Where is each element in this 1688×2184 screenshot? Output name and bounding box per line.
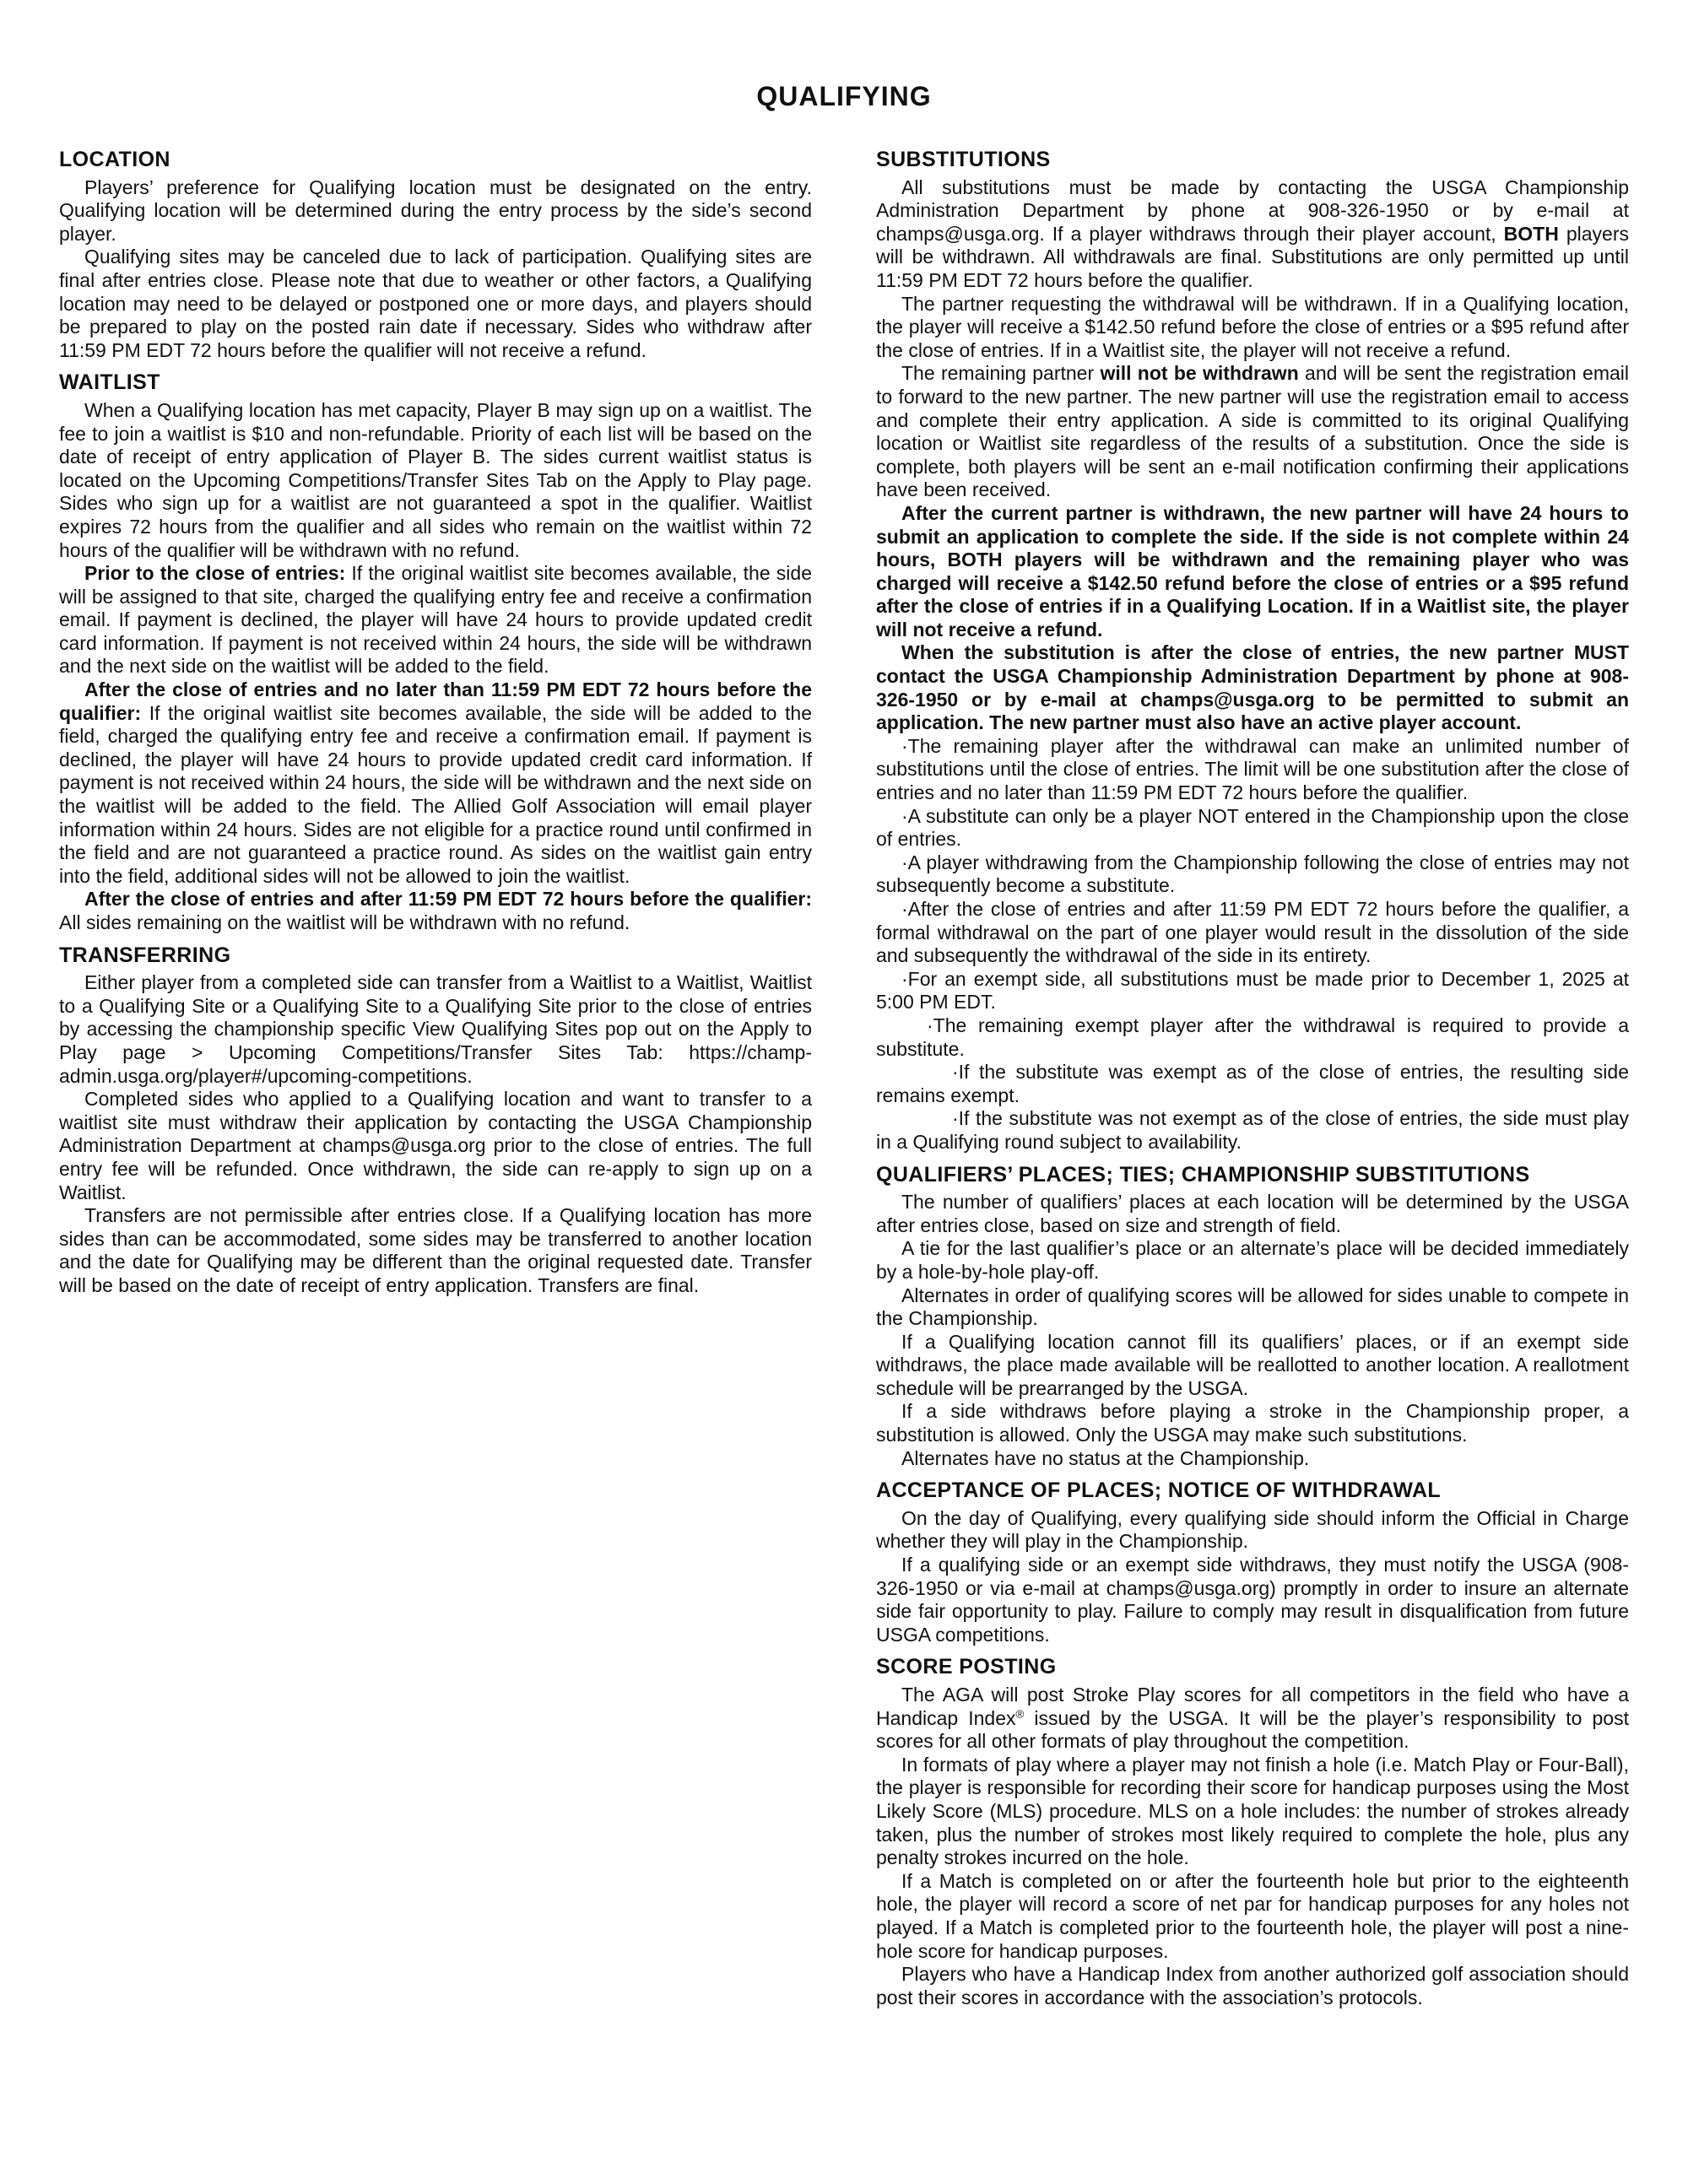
text-run: ·If the substitute was not exempt as of the close of entries, the side must play in a Qualifying round subject to availability. — [876, 1107, 1629, 1153]
text-run: ·For an exempt side, all substitutions must be made prior to December 1, 2025 at 5:00 PM EDT. — [876, 967, 1629, 1014]
text-run: Completed sides who applied to a Qualifying location and want to transfer to a waitlist site must withdraw their application by contacting the USGA Championship Administration Department at champs@usga.org prior to the close of entries. The full entry fee will be refunded. Once withdrawn, the side can re-apply to sign up on a Waitlist. — [59, 1088, 812, 1203]
text-run: After the current partner is withdrawn, the new partner will have 24 hours to submit an application to complete the side. If the side is not complete within 24 hours, BOTH players will be withdrawn and the remaining player who was charged will receive a $142.50 refund before the close of entries or a $95 refund after the close of entries if in a Qualifying Location. If in a Waitlist site, the player will not receive a refund. — [876, 501, 1629, 641]
page-title: QUALIFYING — [756, 81, 932, 111]
bullet-item — [876, 851, 1629, 898]
paragraph — [59, 678, 812, 888]
text-run: After the close of entries and after 11:59 PM EDT 72 hours before the qualifier: — [84, 888, 812, 911]
section-heading: QUALIFIERS’ PLACES; TIES; CHAMPIONSHIP SUBSTITUTIONS — [876, 1162, 1530, 1187]
paragraph — [876, 1447, 1629, 1471]
bullet-item — [876, 1014, 1629, 1061]
paragraph — [876, 1507, 1629, 1554]
text-run: ·After the close of entries and after 11:59 PM EDT 72 hours before the qualifier, a formal withdrawal on the part of one player would result in the dissolution of the side and subsequently the withdrawal of the side in its entirety. — [876, 898, 1629, 967]
text-run: In formats of play where a player may not finish a hole (i.e. Match Play or Four-Ball), the player is responsible for recording their score for handicap purposes using the Most Likely Score (MLS) procedure. MLS on a hole includes: the number of strokes already taken, plus the number of strokes most likely required to complete the hole, plus any penalty strokes incurred on the hole. — [876, 1753, 1629, 1869]
text-run: All sides remaining on the waitlist will be withdrawn with no refund. — [59, 911, 630, 933]
paragraph — [876, 641, 1629, 734]
section-heading: ACCEPTANCE OF PLACES; NOTICE OF WITHDRAWAL — [876, 1479, 1442, 1503]
text-run: Prior to the close of entries: — [84, 562, 352, 585]
text-run: ·A substitute can only be a player NOT entered in the Championship upon the close of entries. — [876, 804, 1629, 851]
text-run: Players’ preference for Qualifying location must be designated on the entry. Qualifying location will be determined during the entry process by the side’s second player. — [59, 176, 812, 245]
text-run: If a qualifying side or an exempt side withdraws, they must notify the USGA (908-326-1950 or via e-mail at champs@usga.org) promptly in order to insure an alternate side fair opportunity to play. Failure to comply may result in disqualification from future USGA competitions. — [876, 1554, 1629, 1646]
paragraph — [876, 176, 1629, 293]
text-run: After the close of entries and no later than 11:59 PM EDT 72 hours before the qualifier: — [59, 678, 812, 724]
paragraph — [59, 246, 812, 362]
section-heading: SUBSTITUTIONS — [876, 148, 1051, 171]
paragraph — [876, 1754, 1629, 1870]
paragraph — [59, 888, 812, 934]
text-run: When the substitution is after the close of entries, the new partner MUST contact the USGA Championship Administration Department by phone at 908-326-1950 or by e-mail at champs@usga.org to be permitted to submit an application. The new partner must also have an active player account. — [876, 641, 1629, 734]
paragraph — [876, 502, 1629, 642]
paragraph — [59, 562, 812, 678]
text-run: If a side withdraws before playing a stroke in the Championship proper, a substitution is allowed. Only the USGA may make such substitutions. — [876, 1400, 1629, 1446]
paragraph — [876, 1684, 1629, 1754]
text-run: Players who have a Handicap Index from another authorized golf association should post their scores in accordance with the association’s protocols. — [876, 1963, 1629, 2008]
text-run: and will be sent the registration email to forward to the new partner. The new partner will use the registration email to access and complete their entry application. A side is committed to its original Qualifying location or Waitlist site regardless of the results of a substitution. Once the side is complete, both players will be sent an e-mail notification confirming their applications have been received. — [876, 362, 1629, 501]
text-run: If the original waitlist site becomes available, the side will be assigned to that site, charged the qualifying entry fee and receive a confirmation email. If payment is declined, the player will have 24 hours to provide updated credit card information. If payment is not received within 24 hours, the side will be withdrawn and the next side on the waitlist will be added to the field. — [59, 562, 812, 678]
paragraph — [876, 1191, 1629, 1237]
right-column — [876, 149, 1629, 2009]
text-run: On the day of Qualifying, every qualifying side should inform the Official in Charge whether they will play in the Championship. — [876, 1506, 1629, 1553]
paragraph — [59, 1088, 812, 1204]
bullet-item — [876, 805, 1629, 851]
bullet-item — [876, 1107, 1629, 1154]
text-run: issued by the USGA. It will be the player’s responsibility to post scores for all other formats of play throughout the competition. — [876, 1706, 1629, 1753]
text-run: A tie for the last qualifier’s place or an alternate’s place will be decided immediately by a hole-by-hole play-off. — [876, 1237, 1629, 1283]
text-run: ® — [1015, 1706, 1025, 1720]
left-column — [59, 149, 812, 1298]
text-run: ·The remaining exempt player after the withdrawal is required to provide a substitute. — [876, 1014, 1629, 1060]
text-run: If a Match is completed on or after the fourteenth hole but prior to the eighteenth hole, the player will record a score of net par for handicap purposes for any holes not played. If a Match is completed prior to the fourteenth hole, the player will post a nine-hole score for handicap purposes. — [876, 1869, 1629, 1962]
section-heading: LOCATION — [59, 148, 170, 171]
paragraph — [876, 1870, 1629, 1963]
paragraph — [59, 176, 812, 246]
section-heading: SCORE POSTING — [876, 1655, 1057, 1679]
text-run: Either player from a completed side can transfer from a Waitlist to a Waitlist, Waitlist to a Qualifying Site or a Qualifying Site to a Qualifying Site prior to the close of entries by accessing the championship specific View Qualifying Sites pop out on the Apply to Play page > Upcoming Competitions/Transfer Sites Tab: https://champ-admin.usga.org/player#/upcoming-competitions. — [59, 971, 812, 1087]
paragraph — [876, 1963, 1629, 2009]
bullet-item — [876, 1061, 1629, 1107]
paragraph — [59, 399, 812, 562]
paragraph — [876, 362, 1629, 502]
text-run: If a Qualifying location cannot fill its qualifiers’ places, or if an exempt side withdraws, the place made available will be reallotted to another location. A reallotment schedule will be prearranged by the USGA. — [876, 1330, 1629, 1399]
section-heading: TRANSFERRING — [59, 943, 231, 967]
text-run: ·A player withdrawing from the Championship following the close of entries may not subsequently become a substitute. — [876, 851, 1629, 897]
paragraph — [876, 1284, 1629, 1331]
text-run: The remaining partner — [901, 362, 1101, 385]
paragraph — [876, 293, 1629, 363]
text-run: Alternates have no status at the Championship. — [901, 1446, 1310, 1469]
text-run: If the original waitlist site becomes available, the side will be added to the field, charged the qualifying entry fee and receive a confirmation email. If payment is declined, the player will have 24 hours to provide updated credit card information. If payment is not received within 24 hours, the side will be withdrawn and the next side on the waitlist will be added to the field. The Allied Golf Association will email player information within 24 hours. Sides are not eligible for a practice round until confirmed in the field and are not guaranteed a practice round. As sides on the waitlist gain entry into the field, additional sides will not be allowed to join the waitlist. — [59, 701, 812, 887]
paragraph — [59, 971, 812, 1088]
text-run: ·The remaining player after the withdrawal can make an unlimited number of substitutions until the close of entries. The limit will be one substitution after the close of entries and no later than 11:59 PM EDT 72 hours before the qualifier. — [876, 734, 1629, 804]
text-run: ·If the substitute was exempt as of the close of entries, the resulting side remains exempt. — [876, 1061, 1629, 1106]
paragraph — [59, 1204, 812, 1297]
paragraph — [876, 1331, 1629, 1401]
paragraph — [876, 1400, 1629, 1446]
paragraph — [876, 1237, 1629, 1284]
bullet-item — [876, 968, 1629, 1014]
text-run: Transfers are not permissible after entries close. If a Qualifying location has more sides than can be accommodated, some sides may be transferred to another location and the date for Qualifying may be different than the original requested date. Transfer will be based on the date of receipt of entry application. Transfers are final. — [59, 1204, 812, 1296]
text-run: BOTH — [1503, 222, 1559, 245]
bullet-item — [876, 735, 1629, 805]
text-run: All substitutions must be made by contacting the USGA Championship Administration Department by phone at 908-326-1950 or by e-mail at champs@usga.org. If a player withdraws through their player account, — [876, 176, 1629, 245]
paragraph — [876, 1554, 1629, 1646]
text-run: Qualifying sites may be canceled due to lack of participation. Qualifying sites are final after entries close. Please note that due to weather or other factors, a Qualifying location may need to be delayed or postponed one or more days, and players should be prepared to play on the posted rain date if necessary. Sides who withdraw after 11:59 PM EDT 72 hours before the qualifier will not receive a refund. — [59, 246, 812, 361]
text-run: The AGA will post Stroke Play scores for all competitors in the field who have a Handicap Index — [876, 1684, 1629, 1729]
text-run: The partner requesting the withdrawal will be withdrawn. If in a Qualifying location, the player will receive a $142.50 refund before the close of entries or a $95 refund after the close of entries. If in a Waitlist site, the player will not receive a refund. — [876, 292, 1629, 361]
text-run: Alternates in order of qualifying scores will be allowed for sides unable to compete in the Championship. — [876, 1284, 1629, 1330]
text-run: When a Qualifying location has met capacity, Player B may sign up on a waitlist. The fee to join a waitlist is $10 and non-refundable. Priority of each list will be based on the date of receipt of entry application of Player B. The sides current waitlist status is located on the Upcoming Competitions/Transfer Sites Tab on the Apply to Play page. Sides who sign up for a waitlist are not guaranteed a spot in the qualifier. Waitlist expires 72 hours from the qualifier and all sides who remain on the waitlist within 72 hours of the qualifier will be withdrawn with no refund. — [59, 398, 812, 561]
section-heading: WAITLIST — [59, 370, 160, 395]
text-run: will not be withdrawn — [1100, 362, 1299, 385]
text-run: The number of qualifiers’ places at each location will be determined by the USGA after entries close, based on size and strength of field. — [876, 1191, 1629, 1236]
text-run: players will be withdrawn. All withdrawals are final. Substitutions are only permitted up until 11:59 PM EDT 72 hours before the qualifier. — [876, 222, 1629, 291]
bullet-item — [876, 898, 1629, 968]
